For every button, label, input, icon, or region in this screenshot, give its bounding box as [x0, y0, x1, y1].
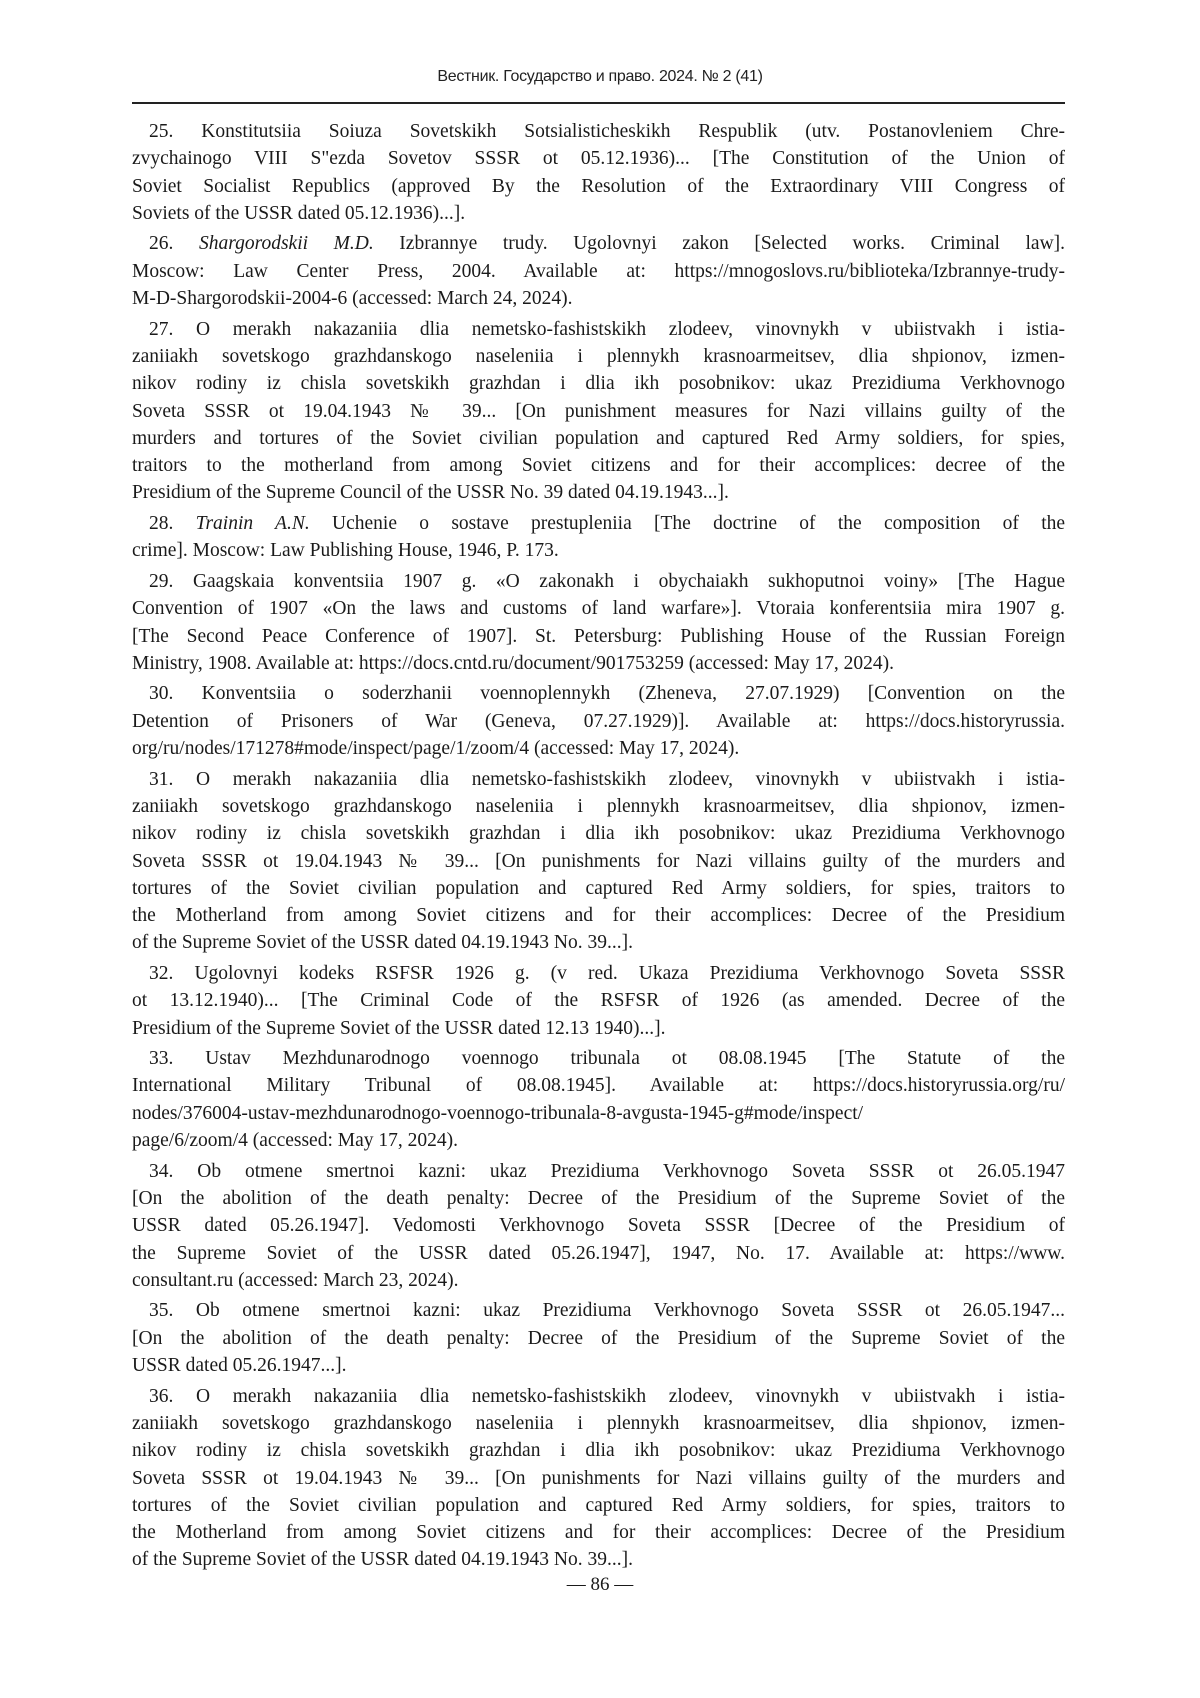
reference-line	[132, 343, 1065, 370]
reference-list	[132, 118, 1065, 1577]
reference-line	[132, 1519, 1065, 1546]
reference-number: 29.	[149, 571, 173, 592]
reference-text: zaniiakh sovetskogo grazhdanskogo naseleniia i plennykh krasnoarmeitsev, dlia shpionov, izmen-	[132, 796, 1065, 817]
reference-text: zaniiakh sovetskogo grazhdanskogo naseleniia i plennykh krasnoarmeitsev, dlia shpionov, izmen-	[132, 1413, 1065, 1434]
reference-line	[132, 173, 1065, 200]
reference-line	[132, 1383, 1065, 1410]
reference-line	[132, 987, 1065, 1014]
reference-text: nikov rodiny iz chisla sovetskikh grazhdan i dlia ikh posobnikov: ukaz Prezidiuma Verkhovnogo	[132, 373, 1065, 394]
reference-line	[132, 425, 1065, 452]
reference-text: nodes/376004-ustav-mezhdunarodnogo-voennogo-tribunala-8-avgusta-1945-g#mode/inspect/	[132, 1103, 863, 1124]
reference-number: 35.	[149, 1300, 173, 1321]
running-header: Вестник. Государство и право. 2024. № 2 (41)	[0, 68, 1200, 86]
reference-text: tortures of the Soviet civilian population and captured Red Army soldiers, for spies, traitors to	[132, 878, 1065, 899]
reference-text: Detention of Prisoners of War (Geneva, 07.27.1929)]. Available at: https://docs.historyrussia.	[132, 711, 1065, 732]
reference-author: Shargorodskii M.D.	[199, 233, 374, 254]
reference-text: Ustav Mezhdunarodnogo voennogo tribunala ot 08.08.1945 [The Statute of the	[205, 1048, 1065, 1069]
reference-line	[132, 1100, 1065, 1127]
reference-text: O merakh nakazaniia dlia nemetsko-fashistskikh zlodeev, vinovnykh v ubiistvakh i istia-	[196, 1386, 1065, 1407]
reference-text: zaniiakh sovetskogo grazhdanskogo naseleniia i plennykh krasnoarmeitsev, dlia shpionov, izmen-	[132, 346, 1065, 367]
reference-text: [On the abolition of the death penalty: Decree of the Presidium of the Supreme Soviet of the	[132, 1328, 1065, 1349]
reference-text: the Motherland from among Soviet citizens and for their accomplices: Decree of the Presidium	[132, 1522, 1065, 1543]
reference-text: of the Supreme Soviet of the USSR dated 04.19.1943 No. 39...].	[132, 932, 633, 953]
reference-number: 27.	[149, 319, 173, 340]
reference-text: murders and tortures of the Soviet civilian population and captured Red Army soldiers, for spies,	[132, 428, 1065, 449]
reference-text: org/ru/nodes/171278#mode/inspect/page/1/zoom/4 (accessed: May 17, 2024).	[132, 738, 739, 759]
reference-text: Presidium of the Supreme Soviet of the USSR dated 12.13 1940)...].	[132, 1018, 666, 1039]
reference-line	[132, 960, 1065, 987]
reference-text: crime]. Moscow: Law Publishing House, 1946, P. 173.	[132, 540, 559, 561]
reference-line	[132, 145, 1065, 172]
reference-number: 34.	[149, 1161, 173, 1182]
reference-text: Soviet Socialist Republics (approved By the Resolution of the Extraordinary VIII Congress of	[132, 176, 1065, 197]
reference-line	[132, 929, 1065, 956]
reference-entry	[132, 230, 1065, 312]
reference-text: page/6/zoom/4 (accessed: May 17, 2024).	[132, 1130, 458, 1151]
reference-text: traitors to the motherland from among Soviet citizens and for their accomplices: decree of the	[132, 455, 1065, 476]
reference-text: Soveta SSSR ot 19.04.1943 № 39... [On punishments for Nazi villains guilty of the murders and	[132, 1468, 1065, 1489]
reference-line	[132, 595, 1065, 622]
reference-text: tortures of the Soviet civilian population and captured Red Army soldiers, for spies, traitors to	[132, 1495, 1065, 1516]
reference-line	[132, 650, 1065, 677]
reference-text: International Military Tribunal of 08.08.1945]. Available at: https://docs.historyrussia.org/ru/	[132, 1075, 1065, 1096]
reference-line	[132, 1127, 1065, 1154]
reference-text: Moscow: Law Center Press, 2004. Available at: https://mnogoslovs.ru/biblioteka/Izbrannye-trudy-	[132, 261, 1065, 282]
reference-line	[132, 1045, 1065, 1072]
reference-line	[132, 820, 1065, 847]
reference-line	[132, 1212, 1065, 1239]
reference-line	[132, 1240, 1065, 1267]
reference-text: nikov rodiny iz chisla sovetskikh grazhdan i dlia ikh posobnikov: ukaz Prezidiuma Verkhovnogo	[132, 1440, 1065, 1461]
reference-number: 31.	[149, 769, 173, 790]
reference-entry	[132, 1045, 1065, 1154]
reference-line	[132, 1410, 1065, 1437]
reference-text: ot 13.12.1940)... [The Criminal Code of the RSFSR of 1926 (as amended. Decree of the	[132, 990, 1065, 1011]
reference-text: O merakh nakazaniia dlia nemetsko-fashistskikh zlodeev, vinovnykh v ubiistvakh i istia-	[196, 319, 1065, 340]
reference-text: Konventsiia o soderzhanii voennoplennykh (Zheneva, 27.07.1929) [Convention on the	[202, 683, 1065, 704]
reference-text: nikov rodiny iz chisla sovetskikh grazhdan i dlia ikh posobnikov: ukaz Prezidiuma Verkhovnogo	[132, 823, 1065, 844]
reference-line	[132, 1352, 1065, 1379]
reference-line	[132, 848, 1065, 875]
reference-line	[132, 258, 1065, 285]
reference-line	[132, 316, 1065, 343]
reference-line	[132, 568, 1065, 595]
reference-text: USSR dated 05.26.1947...].	[132, 1355, 347, 1376]
page-number: — 86 —	[0, 1574, 1200, 1596]
reference-text: Uchenie o sostave prestupleniia [The doctrine of the composition of the	[332, 513, 1065, 534]
reference-line	[132, 1072, 1065, 1099]
reference-text: consultant.ru (accessed: March 23, 2024).	[132, 1270, 459, 1291]
reference-text: Ugolovnyi kodeks RSFSR 1926 g. (v red. Ukaza Prezidiuma Verkhovnogo Soveta SSSR	[194, 963, 1065, 984]
reference-line	[132, 1158, 1065, 1185]
reference-number: 36.	[149, 1386, 173, 1407]
reference-text: [The Second Peace Conference of 1907]. St. Petersburg: Publishing House of the Russian Foreign	[132, 626, 1065, 647]
reference-text: Ob otmene smertnoi kazni: ukaz Prezidiuma Verkhovnogo Soveta SSSR ot 26.05.1947	[197, 1161, 1065, 1182]
reference-entry	[132, 1383, 1065, 1574]
reference-text: Konstitutsiia Soiuza Sovetskikh Sotsialisticheskikh Respublik (utv. Postanovleniem Chre-	[201, 121, 1065, 142]
reference-line	[132, 1465, 1065, 1492]
reference-line	[132, 118, 1065, 145]
reference-text: the Supreme Soviet of the USSR dated 05.26.1947], 1947, No. 17. Available at: https://www.	[132, 1243, 1065, 1264]
reference-line	[132, 1325, 1065, 1352]
reference-text: Soveta SSSR ot 19.04.1943 № 39... [On punishments for Nazi villains guilty of the murders and	[132, 851, 1065, 872]
reference-line	[132, 398, 1065, 425]
reference-entry	[132, 1297, 1065, 1379]
reference-line	[132, 1437, 1065, 1464]
reference-text: Convention of 1907 «On the laws and customs of land warfare»]. Vtoraia konferentsiia mira 1907 g.	[132, 598, 1065, 619]
reference-line	[132, 793, 1065, 820]
reference-text: [On the abolition of the death penalty: Decree of the Presidium of the Supreme Soviet of the	[132, 1188, 1065, 1209]
reference-text: the Motherland from among Soviet citizens and for their accomplices: Decree of the Presidium	[132, 905, 1065, 926]
reference-author: Trainin A.N.	[196, 513, 310, 534]
reference-text: M-D-Shargorodskii-2004-6 (accessed: March 24, 2024).	[132, 288, 572, 309]
reference-text: Gaagskaia konventsiia 1907 g. «O zakonakh i obychaiakh sukhoputnoi voiny» [The Hague	[193, 571, 1065, 592]
reference-text: Izbrannye trudy. Ugolovnyi zakon [Selected works. Criminal law].	[399, 233, 1065, 254]
reference-entry	[132, 510, 1065, 565]
header-rule	[132, 102, 1065, 104]
reference-line	[132, 1185, 1065, 1212]
reference-text: Ob otmene smertnoi kazni: ukaz Prezidiuma Verkhovnogo Soveta SSSR ot 26.05.1947...	[196, 1300, 1065, 1321]
reference-number: 26.	[149, 233, 173, 254]
reference-entry	[132, 680, 1065, 762]
reference-line	[132, 510, 1065, 537]
reference-line	[132, 370, 1065, 397]
reference-text: Presidium of the Supreme Council of the USSR No. 39 dated 04.19.1943...].	[132, 482, 729, 503]
reference-line	[132, 230, 1065, 257]
reference-text: Ministry, 1908. Available at: https://docs.cntd.ru/document/901753259 (accessed: May 17, 2024).	[132, 653, 894, 674]
reference-line	[132, 1015, 1065, 1042]
reference-number: 28.	[149, 513, 173, 534]
reference-line	[132, 452, 1065, 479]
reference-line	[132, 902, 1065, 929]
reference-text: O merakh nakazaniia dlia nemetsko-fashistskikh zlodeev, vinovnykh v ubiistvakh i istia-	[196, 769, 1065, 790]
reference-number: 32.	[149, 963, 173, 984]
reference-text: zvychainogo VIII S"ezda Sovetov SSSR ot 05.12.1936)... [The Constitution of the Union of	[132, 148, 1065, 169]
reference-line	[132, 1492, 1065, 1519]
reference-line	[132, 735, 1065, 762]
reference-number: 25.	[149, 121, 173, 142]
reference-line	[132, 200, 1065, 227]
reference-text: USSR dated 05.26.1947]. Vedomosti Verkhovnogo Soveta SSSR [Decree of the Presidium of	[132, 1215, 1065, 1236]
reference-number: 33.	[149, 1048, 173, 1069]
reference-line	[132, 1546, 1065, 1573]
reference-text: Soviets of the USSR dated 05.12.1936)...].	[132, 203, 465, 224]
reference-text: Soveta SSSR ot 19.04.1943 № 39... [On punishment measures for Nazi villains guilty of the	[132, 401, 1065, 422]
reference-line	[132, 680, 1065, 707]
reference-line	[132, 708, 1065, 735]
reference-line	[132, 766, 1065, 793]
reference-entry	[132, 1158, 1065, 1294]
reference-entry	[132, 118, 1065, 227]
reference-entry	[132, 960, 1065, 1042]
reference-text: of the Supreme Soviet of the USSR dated 04.19.1943 No. 39...].	[132, 1549, 633, 1570]
reference-line	[132, 285, 1065, 312]
reference-line	[132, 1267, 1065, 1294]
reference-line	[132, 1297, 1065, 1324]
reference-entry	[132, 316, 1065, 507]
reference-line	[132, 623, 1065, 650]
reference-line	[132, 875, 1065, 902]
reference-entry	[132, 568, 1065, 677]
reference-line	[132, 479, 1065, 506]
reference-entry	[132, 766, 1065, 957]
reference-number: 30.	[149, 683, 173, 704]
reference-line	[132, 537, 1065, 564]
